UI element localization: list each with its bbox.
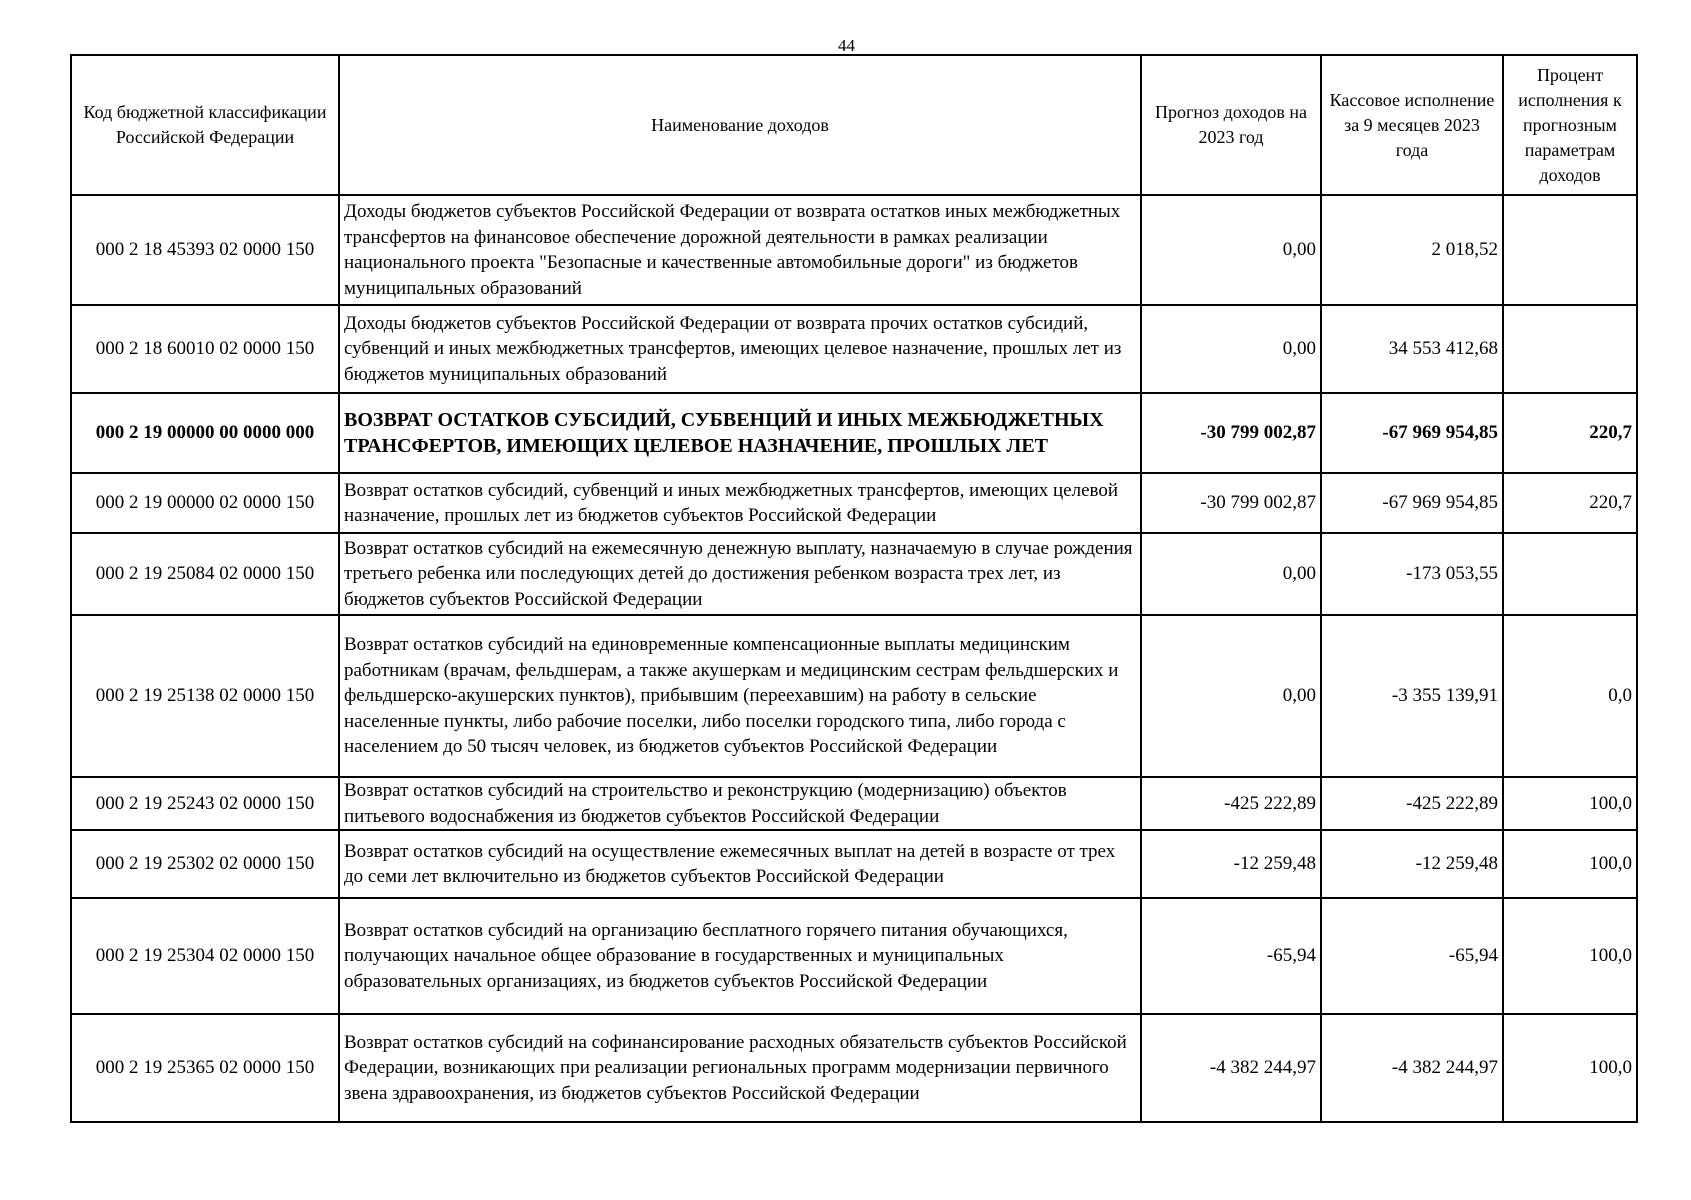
- budget-code: 000 2 18 45393 02 0000 150: [71, 195, 339, 305]
- percent-value: [1503, 305, 1637, 393]
- percent-value: [1503, 195, 1637, 305]
- percent-value: 220,7: [1503, 393, 1637, 473]
- executed-value: -12 259,48: [1321, 830, 1503, 898]
- executed-value: -173 053,55: [1321, 533, 1503, 615]
- header-executed: Кассовое исполнение за 9 месяцев 2023 года: [1321, 55, 1503, 195]
- table-row: [71, 195, 1637, 305]
- header-percent: Процент исполнения к прогнозным параметрам доходов: [1503, 55, 1637, 195]
- income-name: Возврат остатков субсидий на единовременные компенсационные выплаты медицинским работникам (врачам, фельдшерам, а также акушеркам и медицинским сестрам фельдшерских и фельдшерско-акушерских пунктов), прибывшим (переехавшим) на работу в сельские населенные пункты, либо рабочие поселки, либо поселки городского типа, либо города с населением до 50 тысяч человек, из бюджетов субъектов Российской Федерации: [339, 615, 1141, 777]
- budget-code: 000 2 19 25138 02 0000 150: [71, 615, 339, 777]
- income-name: Возврат остатков субсидий на строительство и реконструкцию (модернизацию) объектов питьевого водоснабжения из бюджетов субъектов Российской Федерации: [339, 777, 1141, 830]
- executed-value: -3 355 139,91: [1321, 615, 1503, 777]
- table-row: [71, 615, 1637, 777]
- header-name: Наименование доходов: [339, 55, 1141, 195]
- table-row: [71, 898, 1637, 1014]
- income-name: Возврат остатков субсидий на софинансирование расходных обязательств субъектов Российской Федерации, возникающих при реализации региональных программ модернизации первичного звена здравоохранения, из бюджетов субъектов Российской Федерации: [339, 1014, 1141, 1122]
- table-row-total: [71, 393, 1637, 473]
- budget-code: 000 2 19 00000 02 0000 150: [71, 473, 339, 533]
- income-name: Возврат остатков субсидий на ежемесячную денежную выплату, назначаемую в случае рождения третьего ребенка или последующих детей до достижения ребенком возраста трех лет, из бюджетов субъектов Российской Федерации: [339, 533, 1141, 615]
- percent-value: 0,0: [1503, 615, 1637, 777]
- executed-value: 2 018,52: [1321, 195, 1503, 305]
- page-number: 44: [838, 36, 855, 55]
- percent-value: 100,0: [1503, 1014, 1637, 1122]
- percent-value: 100,0: [1503, 830, 1637, 898]
- header-code: Код бюджетной классификации Российской Федерации: [71, 55, 339, 195]
- budget-code: 000 2 19 25084 02 0000 150: [71, 533, 339, 615]
- table-row: [71, 533, 1637, 615]
- budget-code: 000 2 18 60010 02 0000 150: [71, 305, 339, 393]
- income-name: Доходы бюджетов субъектов Российской Федерации от возврата остатков иных межбюджетных трансфертов на финансовое обеспечение дорожной деятельности в рамках реализации национального проекта "Безопасные и качественные автомобильные дороги" из бюджетов муниципальных образований: [339, 195, 1141, 305]
- forecast-value: -4 382 244,97: [1141, 1014, 1321, 1122]
- forecast-value: -65,94: [1141, 898, 1321, 1014]
- executed-value: -4 382 244,97: [1321, 1014, 1503, 1122]
- forecast-value: 0,00: [1141, 195, 1321, 305]
- budget-code: 000 2 19 25304 02 0000 150: [71, 898, 339, 1014]
- table-row: [71, 473, 1637, 533]
- forecast-value: 0,00: [1141, 305, 1321, 393]
- executed-value: -65,94: [1321, 898, 1503, 1014]
- budget-code: 000 2 19 25302 02 0000 150: [71, 830, 339, 898]
- forecast-value: -30 799 002,87: [1141, 393, 1321, 473]
- forecast-value: 0,00: [1141, 615, 1321, 777]
- forecast-value: -30 799 002,87: [1141, 473, 1321, 533]
- table-row: [71, 1014, 1637, 1122]
- budget-code: 000 2 19 25243 02 0000 150: [71, 777, 339, 830]
- income-name: Возврат остатков субсидий, субвенций и иных межбюджетных трансфертов, имеющих целевой назначение, прошлых лет из бюджетов субъектов Российской Федерации: [339, 473, 1141, 533]
- percent-value: [1503, 533, 1637, 615]
- table-row: [71, 305, 1637, 393]
- executed-value: 34 553 412,68: [1321, 305, 1503, 393]
- budget-code: 000 2 19 25365 02 0000 150: [71, 1014, 339, 1122]
- income-name: ВОЗВРАТ ОСТАТКОВ СУБСИДИЙ, СУБВЕНЦИЙ И ИНЫХ МЕЖБЮДЖЕТНЫХ ТРАНСФЕРТОВ, ИМЕЮЩИХ ЦЕЛЕВОЕ НАЗНАЧЕНИЕ, ПРОШЛЫХ ЛЕТ: [339, 393, 1141, 473]
- executed-value: -67 969 954,85: [1321, 393, 1503, 473]
- income-name: Доходы бюджетов субъектов Российской Федерации от возврата прочих остатков субсидий, субвенций и иных межбюджетных трансфертов, имеющих целевое назначение, прошлых лет из бюджетов муниципальных образований: [339, 305, 1141, 393]
- budget-table: [70, 54, 1638, 1123]
- table-row: [71, 777, 1637, 830]
- table-row: [71, 830, 1637, 898]
- forecast-value: 0,00: [1141, 533, 1321, 615]
- forecast-value: -12 259,48: [1141, 830, 1321, 898]
- header-row: [71, 55, 1637, 195]
- forecast-value: -425 222,89: [1141, 777, 1321, 830]
- executed-value: -425 222,89: [1321, 777, 1503, 830]
- executed-value: -67 969 954,85: [1321, 473, 1503, 533]
- percent-value: 220,7: [1503, 473, 1637, 533]
- header-forecast: Прогноз доходов на 2023 год: [1141, 55, 1321, 195]
- percent-value: 100,0: [1503, 777, 1637, 830]
- income-name: Возврат остатков субсидий на осуществление ежемесячных выплат на детей в возрасте от трех до семи лет включительно из бюджетов субъектов Российской Федерации: [339, 830, 1141, 898]
- income-name: Возврат остатков субсидий на организацию бесплатного горячего питания обучающихся, получающих начальное общее образование в государственных и муниципальных образовательных организациях, из бюджетов субъектов Российской Федерации: [339, 898, 1141, 1014]
- budget-code: 000 2 19 00000 00 0000 000: [71, 393, 339, 473]
- percent-value: 100,0: [1503, 898, 1637, 1014]
